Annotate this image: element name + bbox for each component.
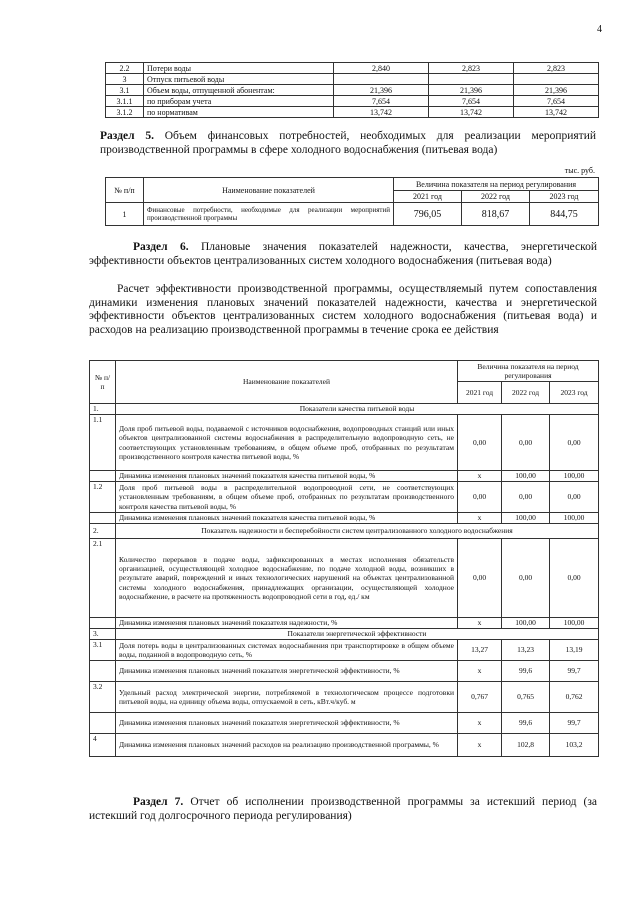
- row-1-1-v2023: 0,00: [550, 415, 599, 471]
- row-3-1-v2023: 13,19: [550, 640, 599, 661]
- section7-heading: [89, 796, 597, 823]
- dyn-2-1-v2021: х: [458, 618, 502, 629]
- dyn-3-1-v2023: 99,7: [550, 661, 599, 682]
- dyn-3-1-v2021: х: [458, 661, 502, 682]
- dyn-1-1-v2022: 100,00: [502, 471, 550, 482]
- dyn-1-1-v2021: х: [458, 471, 502, 482]
- section7-label: Раздел 7.: [133, 796, 184, 808]
- dyn-1-2-name: Динамика изменения плановых значений показателя качества питьевой воды, %: [116, 513, 458, 524]
- row-name: Отпуск питьевой воды: [144, 74, 334, 85]
- year-2021-header: 2021 год: [394, 191, 462, 203]
- section6-title: Плановые значения показателей надежности, качества, энергетической эффективности объектов централизованных систем холодного водоснабжения (питьевая вода): [89, 241, 598, 267]
- group3-title: Показатели энергетической эффективности: [116, 629, 599, 640]
- row-3-1-name: Доля потерь воды в централизованных системах водоснабжения при транспортировке в общем объеме воды, поданной в водопроводную сеть, %: [116, 640, 458, 661]
- water-balance-row: [106, 63, 599, 74]
- row-num: 2.2: [106, 63, 144, 74]
- row-num: 3.1.2: [106, 107, 144, 118]
- row-name: Потери воды: [144, 63, 334, 74]
- col-period-header: Величина показателя на период регулирования: [394, 178, 599, 191]
- dyn-3-2-v2021: х: [458, 713, 502, 734]
- row-name: Объем воды, отпущенной абонентам:: [144, 85, 334, 96]
- row-3-2-name: Удельный расход электрической энергии, потребляемой в технологическом процессе подготовки питьевой воды, на единицу объема воды, отпускаемой в сеть, кВт.ч/куб. м: [116, 682, 458, 713]
- dyn-2-1-v2022: 100,00: [502, 618, 550, 629]
- water-balance-row: [106, 85, 599, 96]
- row-num: 3.1: [106, 85, 144, 96]
- row-4-v2021: х: [458, 734, 502, 757]
- row-v2023: 2,823: [514, 63, 599, 74]
- ind-col-name: Наименование показателей: [116, 361, 458, 404]
- row-2-1-v2023: 0,00: [550, 539, 599, 618]
- row-2-1-v2021: 0,00: [458, 539, 502, 618]
- section7-title: Отчет об исполнении производственной программы за истекший период (за истекший год долгосрочного периода регулирования): [89, 796, 598, 822]
- section5-label: Раздел 5.: [100, 130, 154, 142]
- dyn-1-1-name: Динамика изменения плановых значений показателя качества питьевой воды, %: [116, 471, 458, 482]
- row-3-1-v2022: 13,23: [502, 640, 550, 661]
- finance-row-2023: 844,75: [530, 203, 599, 226]
- row-3-2-v2023: 0,762: [550, 682, 599, 713]
- row-v2021: 13,742: [334, 107, 429, 118]
- year-2023-header: 2023 год: [530, 191, 599, 203]
- dyn-2-1-v2023: 100,00: [550, 618, 599, 629]
- group1-num: 1.: [90, 404, 116, 415]
- group3-num: 3.: [90, 629, 116, 640]
- dyn-1-2-v2023: 100,00: [550, 513, 599, 524]
- section6-paragraph: Расчет эффективности производственной программы, осуществляемый путем сопоставления динамики изменения плановых значений показателей надежности, качества и энергетической эффективности объектов централизованных систем холодного водоснабжения (питьевая вода) и расходов на реализацию производственной программы в течение срока ее действия: [89, 283, 597, 336]
- row-v2022: 2,823: [429, 63, 514, 74]
- finance-row-num: 1: [106, 203, 144, 226]
- row-name: по приборам учета: [144, 96, 334, 107]
- year-2022-header: 2022 год: [462, 191, 530, 203]
- dyn-3-1-v2022: 99,6: [502, 661, 550, 682]
- dyn-3-2-v2022: 99,6: [502, 713, 550, 734]
- row-4-name: Динамика изменения плановых значений расходов на реализацию производственной программы, %: [116, 734, 458, 757]
- row-1-2-v2023: 0,00: [550, 482, 599, 513]
- ind-col-num: № п/п: [90, 361, 116, 404]
- row-num: 3: [106, 74, 144, 85]
- row-3-2-v2021: 0,767: [458, 682, 502, 713]
- row-v2023: 7,654: [514, 96, 599, 107]
- row-1-1-num: 1.1: [90, 415, 116, 471]
- row-v2023: 13,742: [514, 107, 599, 118]
- water-balance-row: [106, 96, 599, 107]
- section6-label: Раздел 6.: [133, 241, 189, 253]
- row-v2022: [429, 74, 514, 85]
- row-v2022: 21,396: [429, 85, 514, 96]
- section6-heading: [89, 241, 597, 268]
- row-3-1-v2021: 13,27: [458, 640, 502, 661]
- indicators-table: [89, 360, 599, 757]
- row-2-1-num: 2.1: [90, 539, 116, 618]
- row-name: по нормативам: [144, 107, 334, 118]
- dyn-2-1-name: Динамика изменения плановых значений показателя надежности, %: [116, 618, 458, 629]
- row-2-1-v2022: 0,00: [502, 539, 550, 618]
- dyn-1-1-v2023: 100,00: [550, 471, 599, 482]
- col-name-header: Наименование показателей: [144, 178, 394, 203]
- row-1-1-v2022: 0,00: [502, 415, 550, 471]
- page-number: 4: [597, 24, 602, 35]
- row-3-2-num: 3.2: [90, 682, 116, 713]
- row-4-v2022: 102,8: [502, 734, 550, 757]
- ind-year-2023: 2023 год: [550, 382, 599, 404]
- row-num: 3.1.1: [106, 96, 144, 107]
- dyn-1-2-v2021: х: [458, 513, 502, 524]
- row-4-v2023: 103,2: [550, 734, 599, 757]
- dyn-3-1-name: Динамика изменения плановых значений показателя энергетической эффективности, %: [116, 661, 458, 682]
- row-v2022: 13,742: [429, 107, 514, 118]
- row-v2023: [514, 74, 599, 85]
- row-1-2-v2022: 0,00: [502, 482, 550, 513]
- finance-row-name: Финансовые потребности, необходимые для реализации мероприятий производственной программы: [144, 203, 394, 226]
- row-v2021: [334, 74, 429, 85]
- dyn-1-2-v2022: 100,00: [502, 513, 550, 524]
- row-v2021: 2,840: [334, 63, 429, 74]
- finance-row-2021: 796,05: [394, 203, 462, 226]
- row-v2023: 21,396: [514, 85, 599, 96]
- section5-heading: [100, 130, 596, 157]
- dyn-3-2-name: Динамика изменения плановых значений показателя энергетической эффективности, %: [116, 713, 458, 734]
- water-balance-row: [106, 107, 599, 118]
- row-1-2-v2021: 0,00: [458, 482, 502, 513]
- row-1-2-name: Доля проб питьевой воды в распределительной водопроводной сети, не соответствующих установленным требованиям, в общем объеме проб, отобранных по результатам производственного контроля качества питьевой воды, %: [116, 482, 458, 513]
- row-1-2-num: 1.2: [90, 482, 116, 513]
- row-v2022: 7,654: [429, 96, 514, 107]
- water-balance-row: [106, 74, 599, 85]
- finance-row-2022: 818,67: [462, 203, 530, 226]
- section5-title: Объем финансовых потребностей, необходимых для реализации мероприятий производственной программы в сфере холодного водоснабжения (питьевая вода): [100, 130, 597, 156]
- group2-num: 2.: [90, 524, 116, 539]
- group1-title: Показатели качества питьевой воды: [116, 404, 599, 415]
- row-1-1-v2021: 0,00: [458, 415, 502, 471]
- row-3-2-v2022: 0,765: [502, 682, 550, 713]
- col-num-header: № п/п: [106, 178, 144, 203]
- water-balance-table: [105, 62, 599, 118]
- row-v2021: 21,396: [334, 85, 429, 96]
- ind-year-2021: 2021 год: [458, 382, 502, 404]
- group2-title: Показатель надежности и бесперебойности систем централизованного холодного водоснабжения: [116, 524, 599, 539]
- row-4-num: 4: [90, 734, 116, 757]
- finance-table: [105, 177, 599, 226]
- row-2-1-name: Количество перерывов в подаче воды, зафиксированных в местах исполнения обязательств организацией, осуществляющей холодное водоснабжение, по подаче холодной воды, возникших в результате аварий, повреждений и иных технологических нарушений на объектах централизованной системы холодного водоснабжения, принадлежащих организации, осуществляющей холодное водоснабжение, в расчете на протяженность водопроводной сети в год, ед./ км: [116, 539, 458, 618]
- dyn-3-2-v2023: 99,7: [550, 713, 599, 734]
- row-v2021: 7,654: [334, 96, 429, 107]
- row-1-1-name: Доля проб питьевой воды, подаваемой с источников водоснабжения, водопроводных станций или иных объектов централизованной системы водоснабжения в распределительную водопроводную сеть, не соответствующих установленным требованиям, в общем объеме проб, отобранных по результатам производственного контроля качества питьевой воды, %: [116, 415, 458, 471]
- ind-col-period: Величина показателя на период регулирования: [458, 361, 599, 382]
- ind-year-2022: 2022 год: [502, 382, 550, 404]
- row-3-1-num: 3.1: [90, 640, 116, 661]
- units-label: тыс. руб.: [564, 166, 595, 175]
